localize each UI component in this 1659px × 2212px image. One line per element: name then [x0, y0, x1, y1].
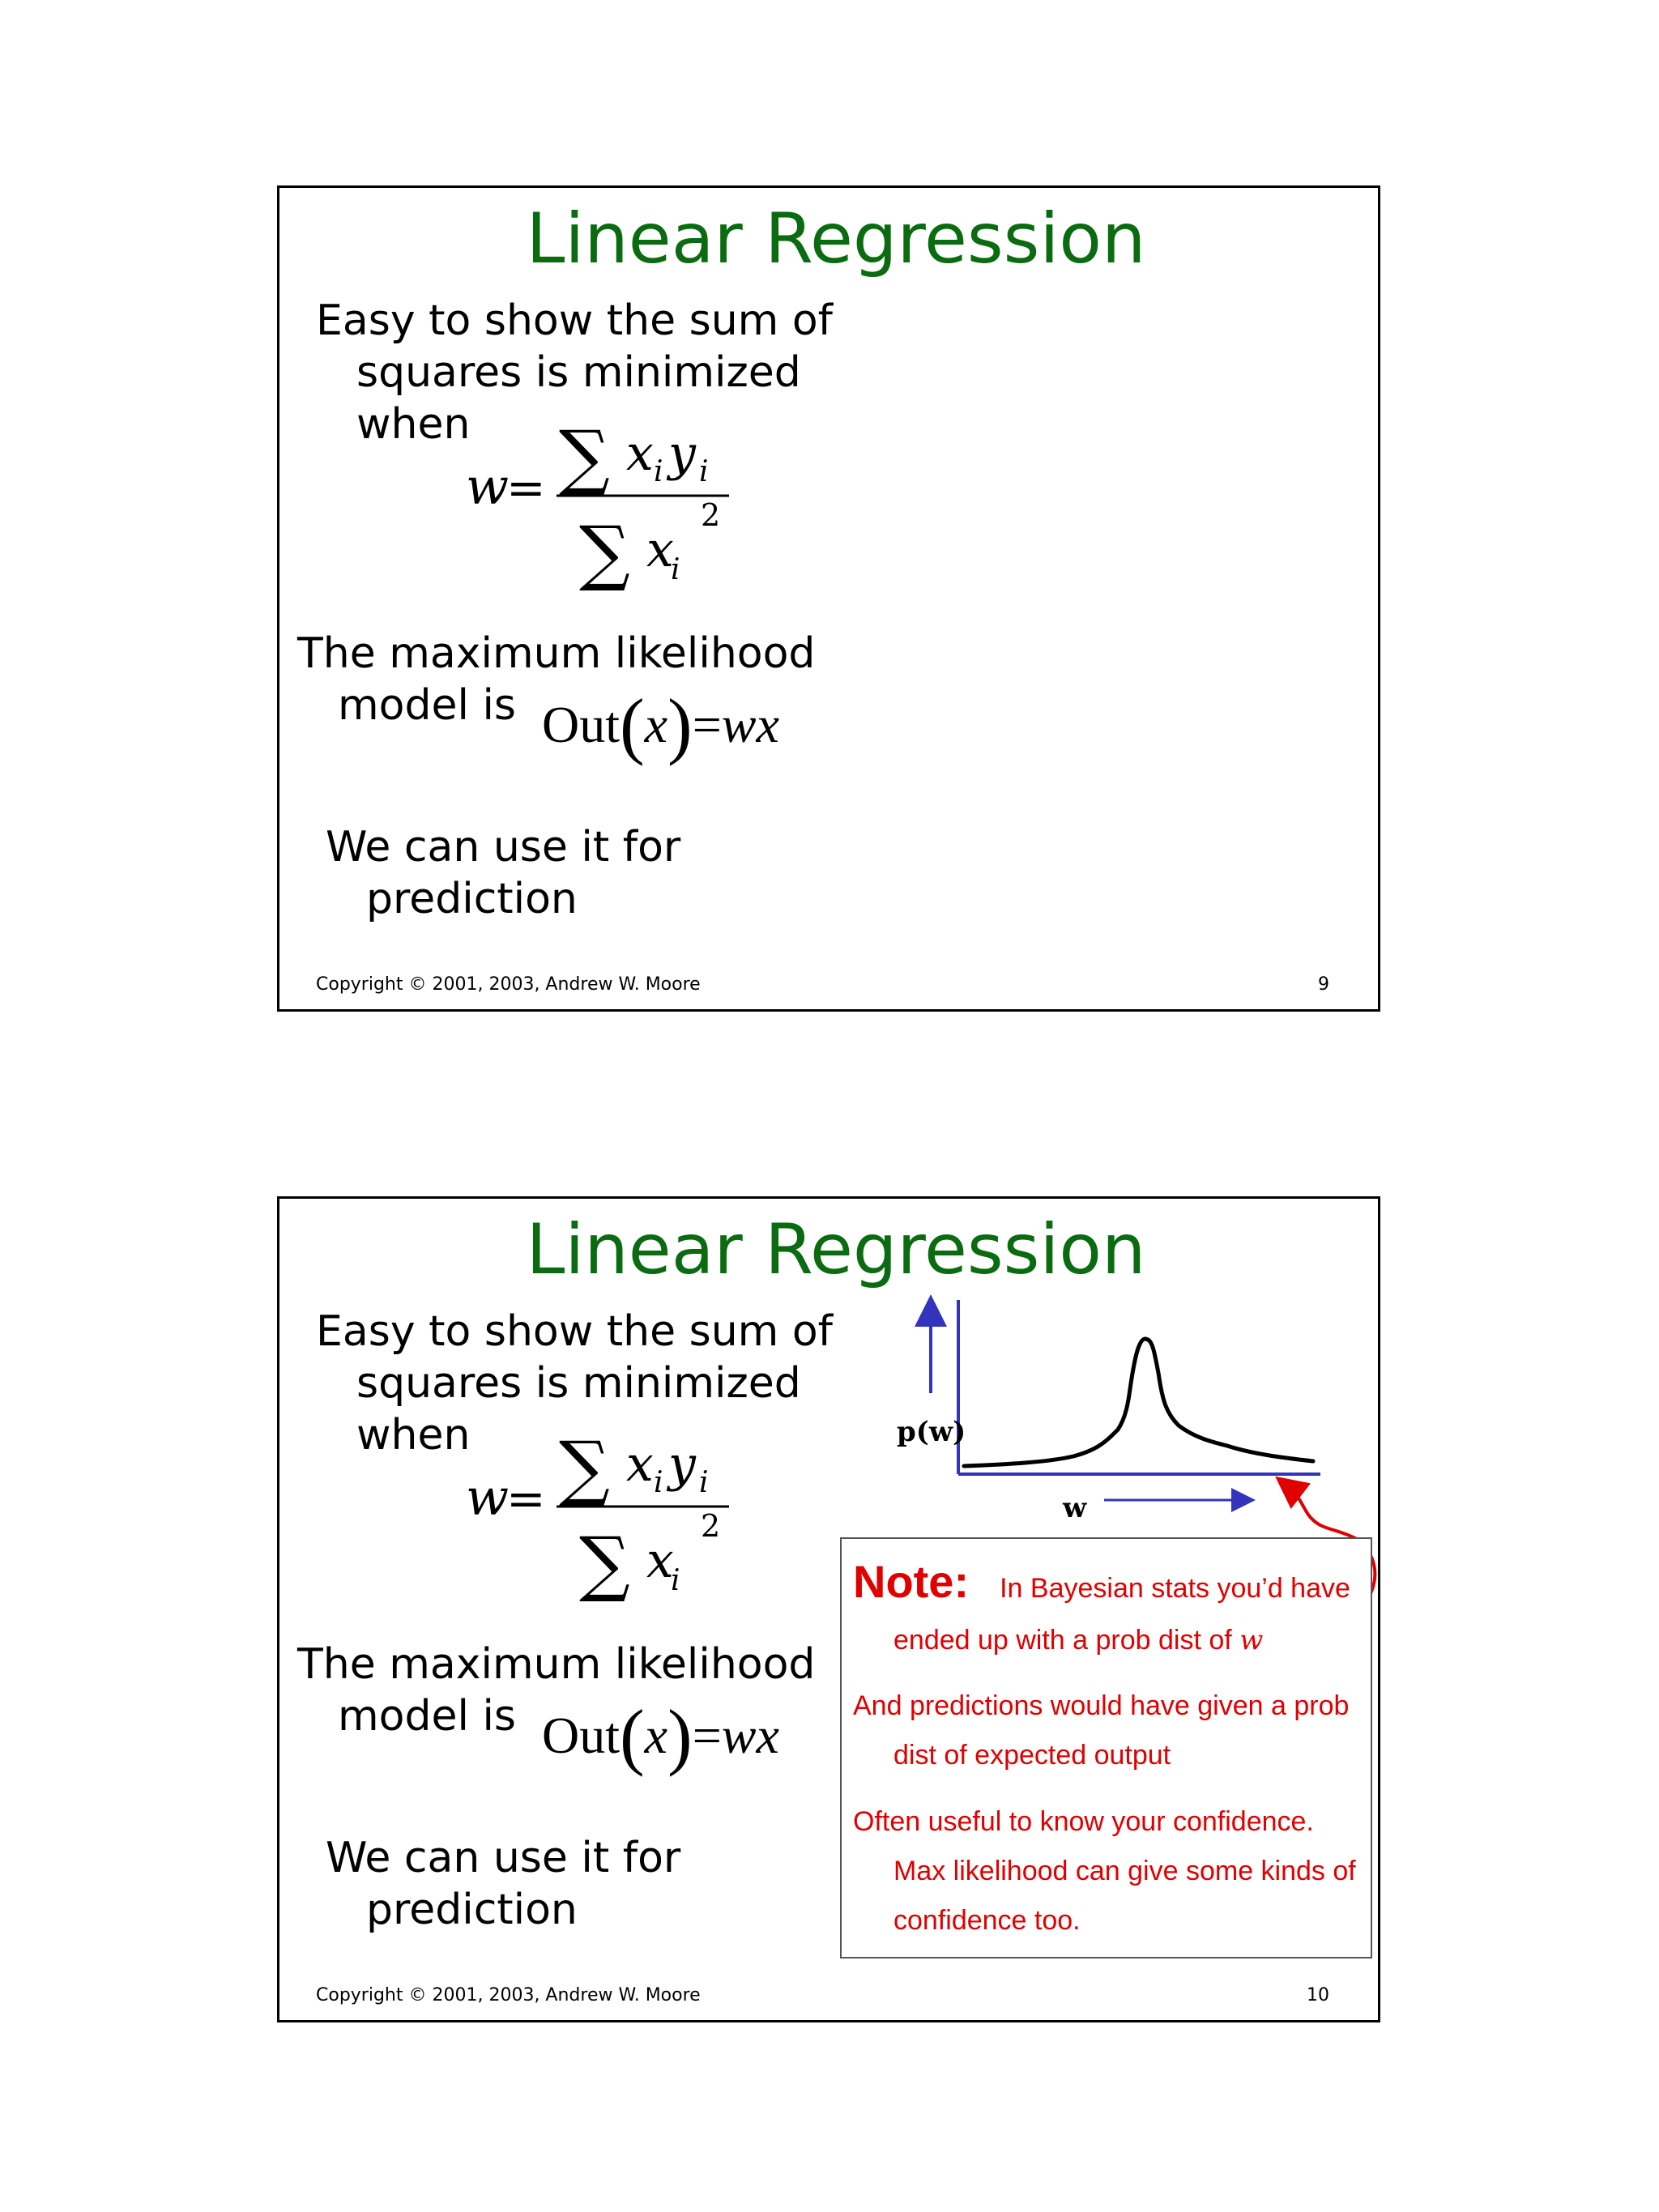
body-line: Easy to show the sum of — [316, 296, 833, 345]
out-lparen: ( — [620, 684, 645, 766]
out-lparen: ( — [620, 1694, 645, 1777]
num-y-sub: i — [699, 455, 709, 488]
note-line: dist of expected output — [893, 1740, 1171, 1771]
page-number: 9 — [1318, 974, 1329, 995]
out-equation — [542, 682, 779, 768]
body-line: model is — [338, 1692, 516, 1741]
note-label: Note: — [853, 1556, 970, 1607]
num-x: x — [626, 1436, 654, 1493]
sum-sign: ∑ — [559, 415, 610, 498]
num-x-sub: i — [654, 1466, 663, 1499]
den-x: x — [646, 1532, 674, 1589]
formula-lhs: w — [466, 1468, 510, 1527]
sum-sign: ∑ — [559, 1426, 610, 1509]
body-line: Easy to show the sum of — [316, 1307, 833, 1356]
sum-sign: ∑ — [579, 1521, 630, 1605]
out-equals: = — [692, 1707, 722, 1764]
num-y: y — [668, 425, 696, 482]
note-line: Max likelihood can give some kinds of — [893, 1856, 1356, 1886]
formula-equals: = — [506, 460, 546, 515]
den-x-sub: i — [671, 1564, 680, 1597]
out-x: x — [644, 1707, 668, 1764]
x-axis-label: w — [1063, 1492, 1087, 1524]
body-line: We can use it for — [326, 823, 681, 872]
note-line: And predictions would have given a prob — [853, 1690, 1350, 1721]
body-line: when — [356, 1411, 471, 1460]
body-line: squares is minimized — [356, 348, 801, 397]
out-rhs: wx — [721, 696, 779, 753]
out-rhs: wx — [721, 1707, 779, 1764]
num-y-sub: i — [699, 1466, 709, 1499]
sum-sign: ∑ — [579, 510, 630, 594]
out-x: x — [644, 696, 668, 753]
formula-equals: = — [506, 1471, 546, 1526]
den-x-sub: i — [671, 553, 680, 586]
copyright: Copyright © 2001, 2003, Andrew W. Moore — [316, 1985, 701, 2005]
slide-title: Linear Regression — [526, 1209, 1146, 1290]
den-x: x — [646, 522, 674, 578]
body-line: The maximum likelihood — [297, 629, 816, 678]
formula-lhs: w — [466, 457, 510, 516]
out-fn: Out — [542, 1707, 620, 1764]
den-power: 2 — [701, 1508, 721, 1544]
out-rparen: ) — [667, 684, 693, 766]
note-box — [840, 1537, 1372, 1958]
num-x: x — [626, 425, 654, 482]
slide-10 — [277, 1196, 1380, 2022]
body-line: prediction — [366, 875, 578, 923]
body-line: The maximum likelihood — [297, 1640, 816, 1689]
body-line: squares is minimized — [356, 1359, 801, 1408]
note-line: Often useful to know your confidence. — [853, 1806, 1314, 1837]
out-rparen: ) — [667, 1694, 693, 1777]
num-x-sub: i — [654, 455, 663, 488]
copyright: Copyright © 2001, 2003, Andrew W. Moore — [316, 974, 701, 995]
out-fn: Out — [542, 696, 620, 753]
prediction-text — [326, 821, 680, 925]
body-line: We can use it for — [326, 1834, 681, 1882]
note-paragraph-1 — [853, 1555, 1350, 1608]
note-line — [893, 1624, 1263, 1656]
note-text: In Bayesian stats you’d have — [1000, 1573, 1350, 1604]
note-line: confidence too. — [893, 1905, 1081, 1936]
slide-title: Linear Regression — [526, 198, 1146, 279]
slide-9 — [277, 185, 1380, 1012]
num-y: y — [668, 1436, 696, 1493]
note-w-var: w — [1239, 1624, 1264, 1656]
den-power: 2 — [701, 497, 721, 533]
note-text: ended up with a prob dist of — [893, 1625, 1232, 1656]
body-line: when — [356, 400, 471, 449]
w-formula — [466, 415, 790, 601]
body-line: model is — [338, 681, 516, 730]
body-line: prediction — [366, 1886, 578, 1934]
out-equals: = — [692, 696, 722, 753]
pw-curve — [964, 1339, 1313, 1466]
y-axis-label: p(w) — [897, 1416, 966, 1448]
page-number: 10 — [1307, 1985, 1329, 2005]
